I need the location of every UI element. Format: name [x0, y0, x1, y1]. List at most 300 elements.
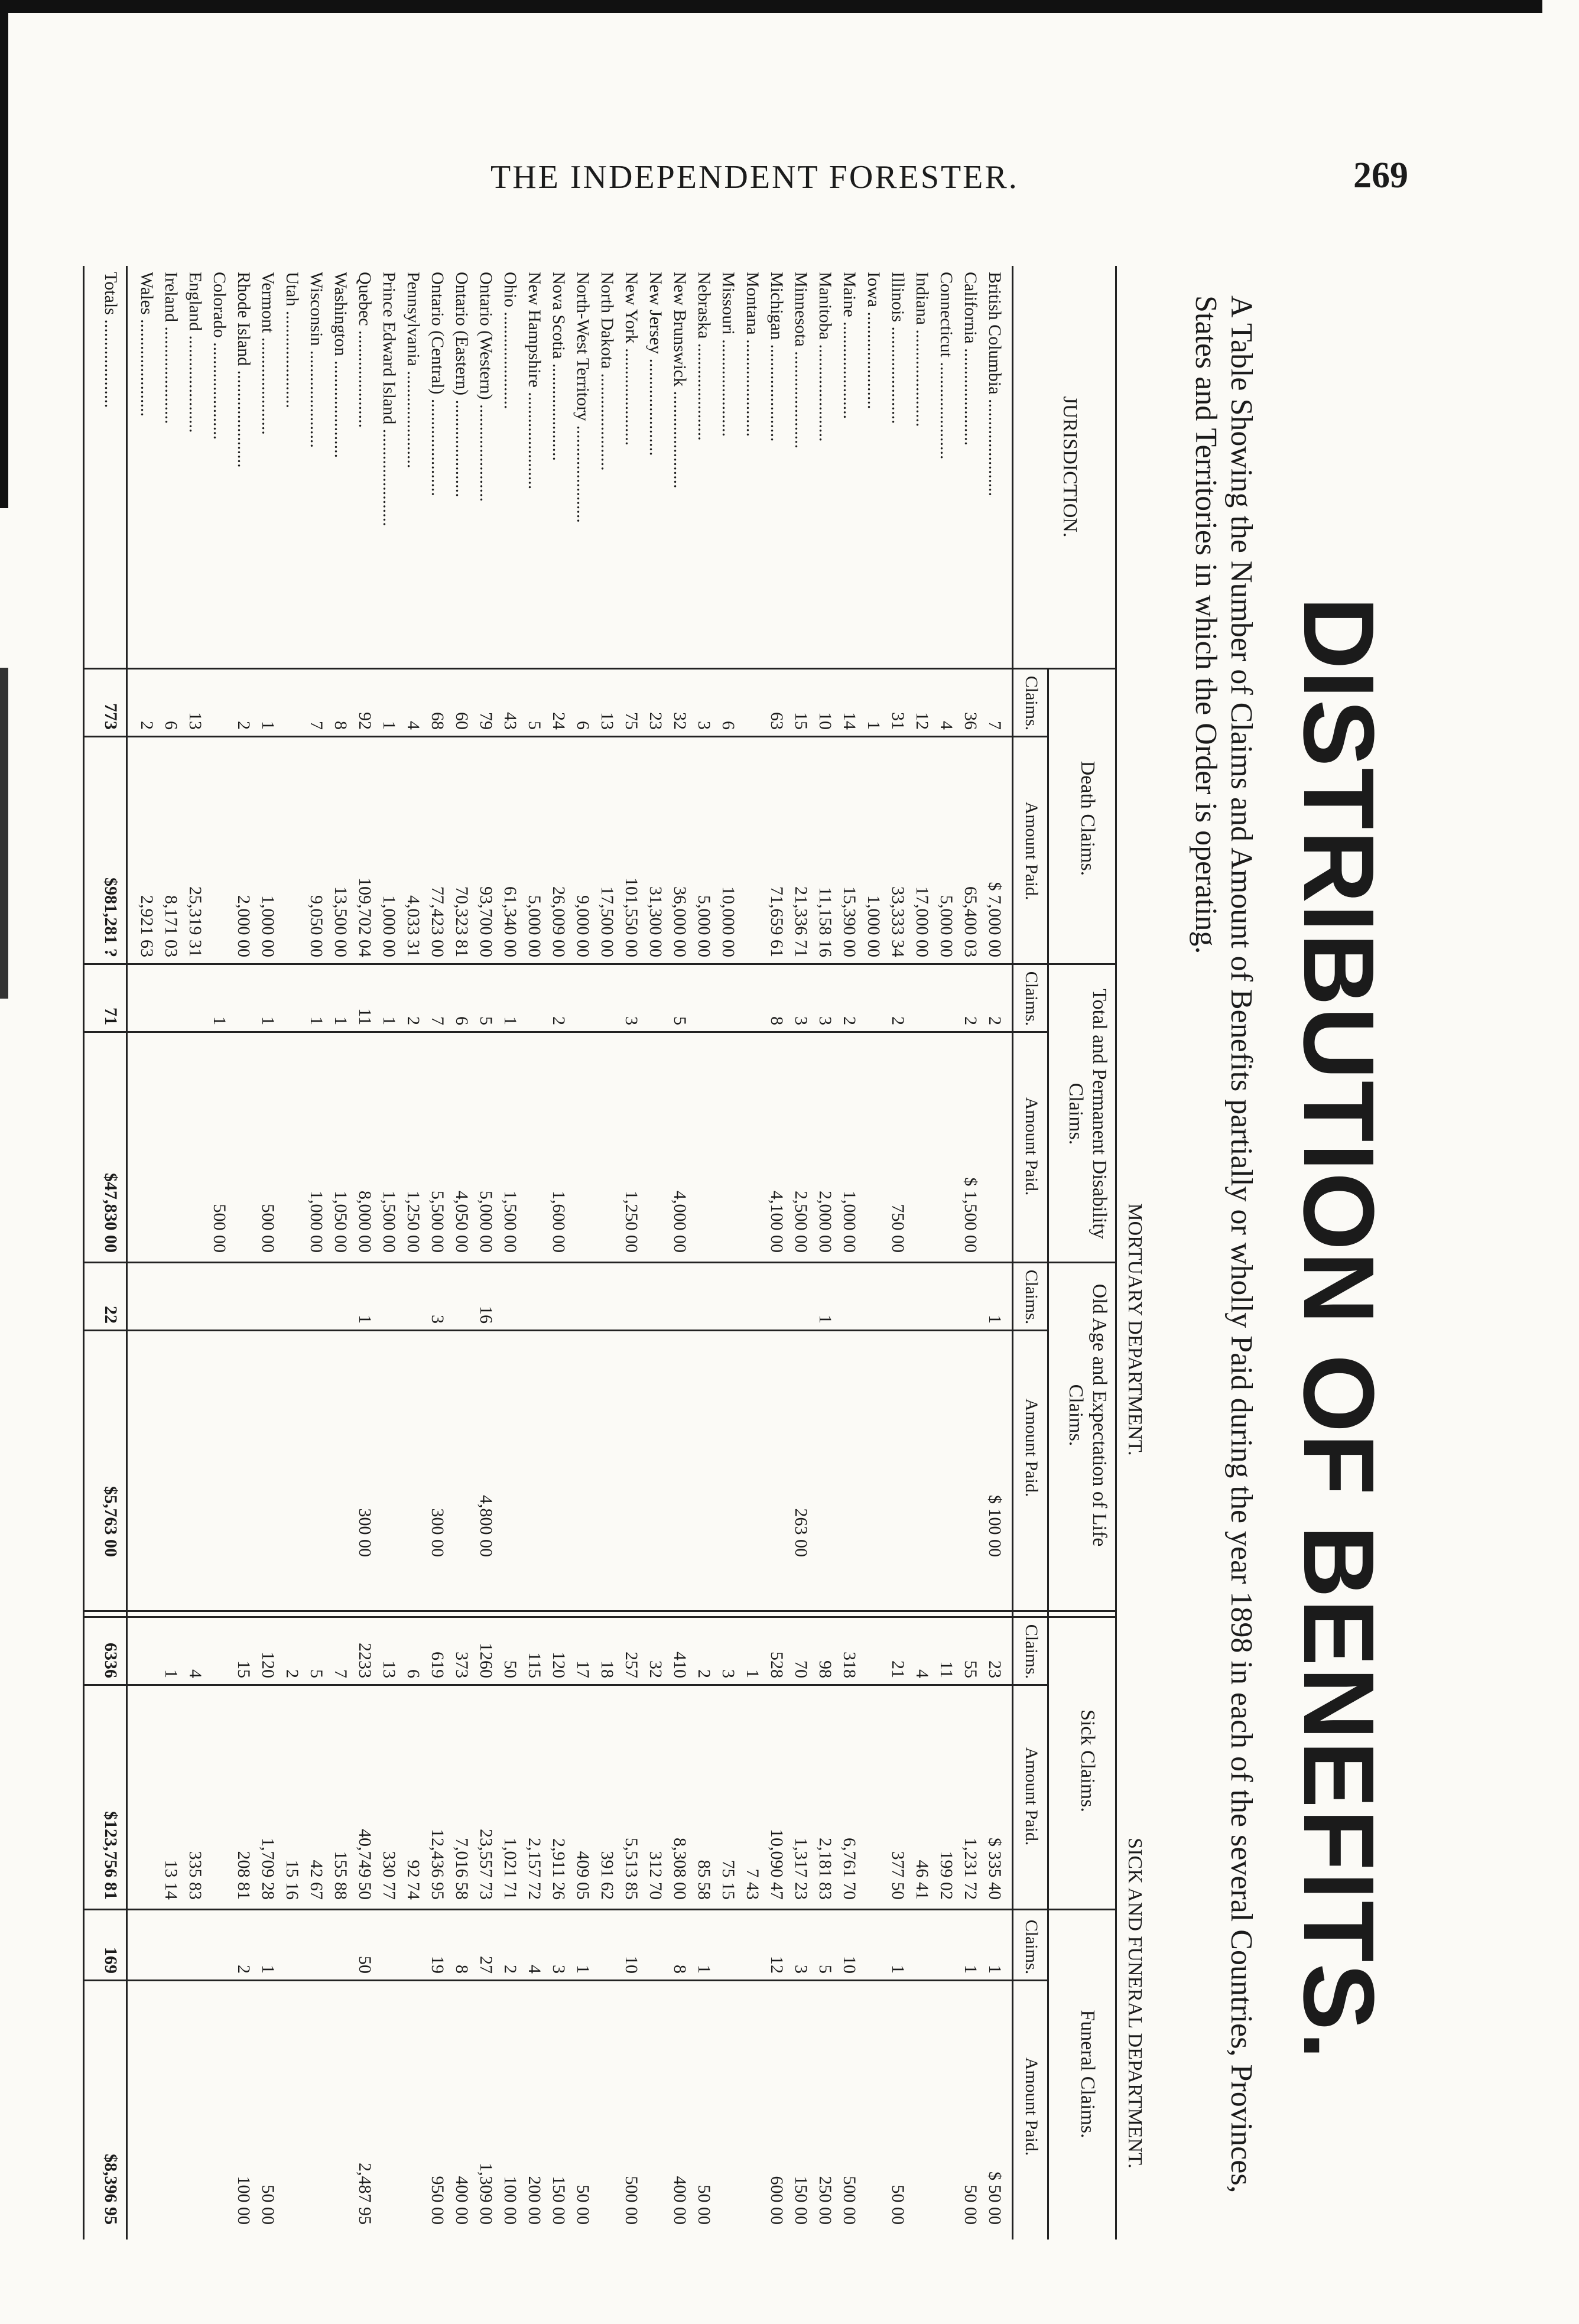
value-cell-da: 5,000 00	[694, 895, 714, 957]
value-cell-oa: 263 00	[791, 1508, 811, 1557]
jurisdiction-cell: North Dakota ......................	[597, 272, 617, 471]
value-cell-dc: 6	[161, 721, 181, 730]
top-rule	[0, 0, 1542, 13]
value-cell-fc: 1	[573, 1965, 593, 1974]
jurisdiction-cell: Washington ......................	[331, 272, 350, 459]
value-cell-fc: 3	[791, 1965, 811, 1974]
value-cell-sc: 32	[646, 1660, 665, 1678]
value-cell-da: $981,281 ?	[101, 877, 121, 957]
value-cell-dc: 4	[937, 721, 956, 730]
value-cell-dc: 92	[355, 712, 375, 730]
value-cell-fa: 400 00	[670, 2176, 690, 2225]
value-cell-dc: 6	[573, 721, 593, 730]
value-cell-sc: 1260	[476, 1643, 496, 1678]
value-cell-ta: 500 00	[210, 1204, 229, 1253]
value-cell-dc: 10	[816, 712, 835, 730]
jurisdiction-cell: Colorado ......................	[210, 272, 229, 440]
value-cell-ta: 1,000 00	[307, 1191, 326, 1253]
value-cell-sc: 23	[985, 1660, 1005, 1678]
header-old-age-claims: Old Age and Expectation of Life Claims.	[1065, 1283, 1110, 1547]
value-cell-ta: 1,250 00	[404, 1191, 423, 1253]
subheader-disability-amount: Amount Paid.	[1022, 1097, 1041, 1196]
value-cell-dc: 14	[840, 712, 859, 730]
value-cell-sa: 10,090 47	[767, 1829, 787, 1900]
value-cell-sc: 120	[549, 1652, 568, 1678]
value-cell-sa: 409 05	[573, 1851, 593, 1900]
value-cell-fc: 1	[961, 1965, 980, 1974]
jurisdiction-cell: Vermont ......................	[258, 272, 278, 435]
value-cell-sa: 13 14	[161, 1860, 181, 1900]
value-cell-da: 9,050 00	[307, 895, 326, 957]
value-cell-tc: 1	[379, 1016, 399, 1025]
value-cell-ta: 2,000 00	[816, 1191, 835, 1253]
subheader-old-age-amount: Amount Paid.	[1022, 1398, 1041, 1497]
value-cell-tc: 6	[452, 1016, 472, 1025]
value-cell-oc: 1	[355, 1315, 375, 1324]
header-jurisdiction: JURISDICTION.	[1059, 396, 1081, 538]
value-cell-fc: 5	[816, 1965, 835, 1974]
jurisdiction-cell: Manitoba ......................	[816, 272, 835, 442]
subheader-sick-count: Claims.	[1022, 1624, 1041, 1679]
value-cell-dc: 23	[646, 712, 665, 730]
value-cell-ta: $ 1,500 00	[961, 1177, 980, 1253]
value-cell-tc: 2	[888, 1016, 908, 1025]
jurisdiction-cell: Maine ......................	[840, 272, 859, 420]
value-cell-sa: 92 74	[404, 1860, 423, 1900]
value-cell-da: 17,500 00	[597, 886, 617, 957]
jurisdiction-cell: North-West Territory ......................	[573, 272, 593, 523]
jurisdiction-cell: New York ......................	[622, 272, 641, 446]
value-cell-fa: 950 00	[428, 2176, 447, 2225]
value-cell-ta: 2,500 00	[791, 1191, 811, 1253]
header-mortuary: MORTUARY DEPARTMENT.	[1124, 1203, 1146, 1456]
value-cell-sc: 17	[573, 1660, 593, 1678]
page-number: 269	[1353, 155, 1408, 196]
value-cell-sc: 6336	[101, 1643, 121, 1678]
value-cell-sa: 377 50	[888, 1851, 908, 1900]
value-cell-ta: 4,000 00	[670, 1191, 690, 1253]
jurisdiction-cell: Wisconsin ......................	[307, 272, 326, 448]
jurisdiction-cell: New Hampshire ......................	[525, 272, 544, 490]
left-margin-rule	[0, 0, 8, 508]
value-cell-sa: 8,308 00	[670, 1838, 690, 1900]
jurisdiction-cell: Ontario (Eastern) ......................	[452, 272, 472, 498]
value-cell-tc: 2	[985, 1016, 1005, 1025]
value-cell-sa: 335 83	[186, 1851, 205, 1900]
value-cell-sc: 4	[912, 1669, 932, 1678]
value-cell-sc: 2233	[355, 1643, 375, 1678]
rotated-table-page	[18, 219, 1395, 2310]
value-cell-sc: 410	[670, 1652, 690, 1678]
value-cell-dc: 12	[912, 712, 932, 730]
row-rule	[1012, 266, 1013, 2240]
value-cell-sa: 208 81	[234, 1851, 254, 1900]
column-rule	[85, 1684, 1049, 1686]
running-head: THE INDEPENDENT FORESTER.	[490, 159, 1019, 196]
subheader-disability-count: Claims.	[1022, 971, 1041, 1026]
jurisdiction-cell: Michigan ......................	[767, 272, 787, 442]
value-cell-fc: 10	[622, 1956, 641, 1974]
value-cell-ta: 1,050 00	[331, 1191, 350, 1253]
value-cell-dc: 63	[767, 712, 787, 730]
jurisdiction-cell: California ......................	[961, 272, 980, 446]
value-cell-ta: 750 00	[888, 1204, 908, 1253]
row-rule	[1115, 266, 1117, 2240]
header-sick-claims: Sick Claims.	[1077, 1709, 1099, 1812]
value-cell-da: 1,000 00	[864, 895, 883, 957]
value-cell-dc: 13	[186, 712, 205, 730]
subheader-death-claims-count: Claims.	[1022, 675, 1041, 731]
value-cell-fc: 10	[840, 1956, 859, 1974]
value-cell-da: 26,009 00	[549, 886, 568, 957]
value-cell-oc: 22	[101, 1306, 121, 1324]
value-cell-fa: 150 00	[549, 2176, 568, 2225]
value-cell-sc: 120	[258, 1652, 278, 1678]
jurisdiction-cell: Rhode Island ......................	[234, 272, 254, 468]
jurisdiction-cell: Quebec ......................	[355, 272, 375, 428]
jurisdiction-cell: Ohio ......................	[501, 272, 520, 409]
value-cell-fa: 500 00	[840, 2176, 859, 2225]
value-cell-da: 9,000 00	[573, 895, 593, 957]
value-cell-dc: 79	[476, 712, 496, 730]
value-cell-sc: 3	[719, 1669, 738, 1678]
value-cell-dc: 24	[549, 712, 568, 730]
value-cell-fa: 200 00	[525, 2176, 544, 2225]
page-title: DISTRIBUTION OF BENEFITS.	[1282, 597, 1395, 2061]
value-cell-fa: 250 00	[816, 2176, 835, 2225]
value-cell-da: 5,000 00	[525, 895, 544, 957]
value-cell-sa: $ 335 40	[985, 1838, 1005, 1900]
jurisdiction-cell: Wales ......................	[137, 272, 157, 417]
column-rule	[85, 1610, 1117, 1612]
value-cell-sa: 12,436 95	[428, 1829, 447, 1900]
value-cell-da: 109,702 04	[355, 877, 375, 957]
value-cell-da: 17,000 00	[912, 886, 932, 957]
subheader-funeral-count: Claims.	[1022, 1919, 1041, 1975]
jurisdiction-cell: British Columbia ......................	[985, 272, 1005, 497]
value-cell-tc: 5	[476, 1016, 496, 1025]
value-cell-sc: 50	[501, 1660, 520, 1678]
value-cell-sc: 98	[816, 1660, 835, 1678]
jurisdiction-cell: England ......................	[186, 272, 205, 433]
value-cell-dc: 60	[452, 712, 472, 730]
value-cell-da: 70,323 81	[452, 886, 472, 957]
value-cell-dc: 15	[791, 712, 811, 730]
value-cell-dc: 13	[597, 712, 617, 730]
value-cell-ta: $47,830 00	[101, 1173, 121, 1253]
value-cell-oa: $5,763 00	[101, 1486, 121, 1557]
value-cell-fc: 8	[670, 1965, 690, 1974]
value-cell-fc: 19	[428, 1956, 447, 1974]
value-cell-da: 4,033 31	[404, 895, 423, 957]
value-cell-sa: 1,709 28	[258, 1838, 278, 1900]
value-cell-sc: 318	[840, 1652, 859, 1678]
value-cell-fc: 2	[234, 1965, 254, 1974]
value-cell-fa: 50 00	[573, 2185, 593, 2225]
value-cell-tc: 1	[307, 1016, 326, 1025]
value-cell-dc: 5	[525, 721, 544, 730]
value-cell-fc: 1	[258, 1965, 278, 1974]
value-cell-tc: 2	[840, 1016, 859, 1025]
value-cell-fc: 8	[452, 1965, 472, 1974]
value-cell-tc: 1	[501, 1016, 520, 1025]
value-cell-dc: 1	[258, 721, 278, 730]
value-cell-dc: 68	[428, 712, 447, 730]
value-cell-da: $ 7,000 00	[985, 882, 1005, 957]
value-cell-ta: 1,000 00	[840, 1191, 859, 1253]
value-cell-sa: 1,021 71	[501, 1838, 520, 1900]
value-cell-sa: 2,911 26	[549, 1838, 568, 1900]
column-rule	[85, 1262, 1117, 1263]
value-cell-ta: 8,000 00	[355, 1191, 375, 1253]
value-cell-sc: 5	[307, 1669, 326, 1678]
value-cell-sa: 155 88	[331, 1851, 350, 1900]
jurisdiction-cell: Pennsylvania ......................	[404, 272, 423, 469]
value-cell-fa: 100 00	[501, 2176, 520, 2225]
jurisdiction-cell: Indiana ......................	[912, 272, 932, 427]
value-cell-oc: 16	[476, 1306, 496, 1324]
value-cell-da: 61,340 00	[501, 886, 520, 957]
value-cell-fa: $8,396 95	[101, 2154, 121, 2225]
value-cell-dc: 7	[985, 721, 1005, 730]
value-cell-da: 71,659 61	[767, 886, 787, 957]
value-cell-sa: 199 02	[937, 1851, 956, 1900]
value-cell-sc: 528	[767, 1652, 787, 1678]
value-cell-dc: 6	[719, 721, 738, 730]
jurisdiction-cell: Illinois ......................	[888, 272, 908, 424]
value-cell-sc: 21	[888, 1660, 908, 1678]
value-cell-sa: 312 70	[646, 1851, 665, 1900]
row-rule	[126, 266, 128, 2240]
value-cell-fa: 600 00	[767, 2176, 787, 2225]
row-rule	[83, 266, 85, 2240]
value-cell-ta: 500 00	[258, 1204, 278, 1253]
value-cell-dc: 1	[379, 721, 399, 730]
value-cell-fa: 2,487 95	[355, 2163, 375, 2225]
jurisdiction-cell: Montana ......................	[743, 272, 762, 437]
value-cell-da: 2,921 63	[137, 895, 157, 957]
header-death-claims: Death Claims.	[1077, 760, 1099, 876]
value-cell-dc: 32	[670, 712, 690, 730]
value-cell-fc: 1	[985, 1965, 1005, 1974]
value-cell-sa: 85 58	[694, 1860, 714, 1900]
value-cell-da: 31,300 00	[646, 886, 665, 957]
value-cell-fc: 2	[501, 1965, 520, 1974]
value-cell-tc: 1	[210, 1016, 229, 1025]
column-rule	[85, 1909, 1117, 1910]
value-cell-sa: 46 41	[912, 1860, 932, 1900]
column-rule	[85, 963, 1117, 965]
value-cell-sa: 42 67	[307, 1860, 326, 1900]
value-cell-oc: 1	[985, 1315, 1005, 1324]
value-cell-tc: 2	[404, 1016, 423, 1025]
column-rule	[85, 1980, 1049, 1981]
value-cell-sc: 6	[404, 1669, 423, 1678]
value-cell-sa: 330 77	[379, 1851, 399, 1900]
value-cell-dc: 773	[101, 703, 121, 730]
column-rule	[85, 1031, 1049, 1033]
value-cell-dc: 3	[694, 721, 714, 730]
value-cell-da: 33,333 34	[888, 886, 908, 957]
value-cell-fa: 150 00	[791, 2176, 811, 2225]
jurisdiction-cell: New Jersey ......................	[646, 272, 665, 456]
value-cell-sa: 6,761 70	[840, 1838, 859, 1900]
table-caption: A Table Showing the Number of Claims and Amount of Benefits partially or wholly Paid during the year 1898 in each of the several Countries, Provinces, States and Territories in which the Order is operating.	[1189, 295, 1258, 2193]
value-cell-sa: $123,756 81	[101, 1811, 121, 1900]
header-sick-funeral: SICK AND FUNERAL DEPARTMENT.	[1124, 1838, 1146, 2169]
jurisdiction-cell: Connecticut ......................	[937, 272, 956, 460]
value-cell-fa: 50 00	[694, 2185, 714, 2225]
value-cell-sa: 40,749 50	[355, 1829, 375, 1900]
value-cell-dc: 2	[234, 721, 254, 730]
value-cell-fc: 12	[767, 1956, 787, 1974]
value-cell-tc: 3	[791, 1016, 811, 1025]
value-cell-da: 15,390 00	[840, 886, 859, 957]
value-cell-da: 5,000 00	[937, 895, 956, 957]
value-cell-fa: 50 00	[258, 2185, 278, 2225]
column-rule	[85, 736, 1049, 737]
value-cell-sc: 373	[452, 1652, 472, 1678]
value-cell-oc: 3	[428, 1315, 447, 1324]
value-cell-da: 101,550 00	[622, 877, 641, 957]
jurisdiction-cell: Utah ......................	[282, 272, 302, 408]
value-cell-sc: 1	[161, 1669, 181, 1678]
value-cell-tc: 3	[622, 1016, 641, 1025]
value-cell-tc: 5	[670, 1016, 690, 1025]
value-cell-ta: 1,500 00	[379, 1191, 399, 1253]
left-margin-rule	[0, 668, 8, 999]
value-cell-ta: 1,500 00	[501, 1191, 520, 1253]
value-cell-dc: 75	[622, 712, 641, 730]
value-cell-sc: 11	[937, 1661, 956, 1678]
value-cell-da: 25,319 31	[186, 886, 205, 957]
value-cell-sa: 2,181 83	[816, 1838, 835, 1900]
value-cell-sc: 1	[743, 1669, 762, 1678]
subheader-sick-amount: Amount Paid.	[1022, 1747, 1041, 1846]
value-cell-sa: 391 62	[597, 1851, 617, 1900]
value-cell-tc: 1	[258, 1016, 278, 1025]
value-cell-sc: 2	[694, 1669, 714, 1678]
value-cell-oa: 300 00	[355, 1508, 375, 1557]
value-cell-fa: 400 00	[452, 2176, 472, 2225]
value-cell-fc: 1	[888, 1965, 908, 1974]
value-cell-tc: 3	[816, 1016, 835, 1025]
value-cell-dc: 1	[864, 721, 883, 730]
subheader-old-age-count: Claims.	[1022, 1269, 1041, 1325]
value-cell-fc: 4	[525, 1965, 544, 1974]
value-cell-tc: 8	[767, 1016, 787, 1025]
jurisdiction-cell: Missouri ......................	[719, 272, 738, 437]
value-cell-dc: 36	[961, 712, 980, 730]
value-cell-fa: 50 00	[888, 2185, 908, 2225]
value-cell-dc: 4	[404, 721, 423, 730]
value-cell-fa: 100 00	[234, 2176, 254, 2225]
subheader-death-amount: Amount Paid.	[1022, 801, 1041, 901]
value-cell-ta: 4,050 00	[452, 1191, 472, 1253]
value-cell-tc: 71	[101, 1007, 121, 1025]
value-cell-fc: 1	[694, 1965, 714, 1974]
value-cell-sc: 55	[961, 1660, 980, 1678]
value-cell-da: 13,500 00	[331, 886, 350, 957]
jurisdiction-cell: Ontario (Central) ......................	[428, 272, 447, 496]
jurisdiction-cell: Ontario (Western) ......................	[476, 272, 496, 502]
value-cell-da: 2,000 00	[234, 895, 254, 957]
value-cell-sa: 75 15	[719, 1860, 738, 1900]
value-cell-da: 93,700 00	[476, 886, 496, 957]
column-rule	[85, 668, 1117, 669]
value-cell-sa: 1,231 72	[961, 1838, 980, 1900]
jurisdiction-cell: Prince Edward Island ......................	[379, 272, 399, 526]
value-cell-sa: 2,157 72	[525, 1838, 544, 1900]
value-cell-sa: 23,557 73	[476, 1829, 496, 1900]
value-cell-sa: 7 43	[743, 1868, 762, 1900]
value-cell-da: 1,000 00	[258, 895, 278, 957]
value-cell-sc: 257	[622, 1652, 641, 1678]
value-cell-ta: 4,100 00	[767, 1191, 787, 1253]
value-cell-sc: 13	[379, 1660, 399, 1678]
value-cell-fa: 500 00	[622, 2176, 641, 2225]
row-rule	[1047, 668, 1049, 2240]
value-cell-sc: 7	[331, 1669, 350, 1678]
value-cell-ta: 1,250 00	[622, 1191, 641, 1253]
value-cell-da: 11,158 16	[816, 887, 835, 957]
jurisdiction-cell: Nova Scotia ......................	[549, 272, 568, 461]
value-cell-oc: 1	[816, 1315, 835, 1324]
jurisdiction-cell: Iowa ......................	[864, 272, 883, 409]
jurisdiction-cell: Totals ....................	[101, 272, 121, 408]
value-cell-dc: 2	[137, 721, 157, 730]
value-cell-tc: 11	[355, 1008, 375, 1025]
value-cell-sc: 2	[282, 1669, 302, 1678]
value-cell-sc: 115	[525, 1652, 544, 1678]
value-cell-dc: 7	[307, 721, 326, 730]
value-cell-fc: 50	[355, 1956, 375, 1974]
header-disability-claims: Total and Permanent Disability Claims.	[1065, 989, 1110, 1239]
value-cell-dc: 8	[331, 721, 350, 730]
value-cell-da: 77,423 00	[428, 886, 447, 957]
value-cell-fa: $ 50 00	[985, 2172, 1005, 2225]
value-cell-tc: 2	[549, 1016, 568, 1025]
value-cell-sa: 15 16	[282, 1860, 302, 1900]
value-cell-tc: 7	[428, 1016, 447, 1025]
value-cell-sc: 15	[234, 1660, 254, 1678]
value-cell-fc: 27	[476, 1956, 496, 1974]
jurisdiction-cell: New Brunswick ......................	[670, 272, 690, 489]
value-cell-sc: 619	[428, 1652, 447, 1678]
value-cell-ta: 1,600 00	[549, 1191, 568, 1253]
value-cell-fa: 50 00	[961, 2185, 980, 2225]
value-cell-da: 1,000 00	[379, 895, 399, 957]
value-cell-dc: 31	[888, 712, 908, 730]
value-cell-tc: 1	[331, 1016, 350, 1025]
value-cell-fc: 169	[101, 1947, 121, 1974]
value-cell-sc: 4	[186, 1669, 205, 1678]
value-cell-tc: 2	[961, 1016, 980, 1025]
header-funeral-claims: Funeral Claims.	[1077, 2010, 1099, 2138]
value-cell-da: 36,000 00	[670, 886, 690, 957]
value-cell-sc: 18	[597, 1660, 617, 1678]
value-cell-oa: 4,800 00	[476, 1495, 496, 1557]
value-cell-dc: 43	[501, 712, 520, 730]
value-cell-oa: 300 00	[428, 1508, 447, 1557]
subheader-funeral-amount: Amount Paid.	[1022, 2057, 1041, 2156]
value-cell-da: 21,336 71	[791, 886, 811, 957]
value-cell-oa: $ 100 00	[985, 1495, 1005, 1557]
jurisdiction-cell: Nebraska ......................	[694, 272, 714, 441]
value-cell-ta: 5,000 00	[476, 1191, 496, 1253]
value-cell-da: 8,171 03	[161, 895, 181, 957]
value-cell-da: 65,400 03	[961, 886, 980, 957]
